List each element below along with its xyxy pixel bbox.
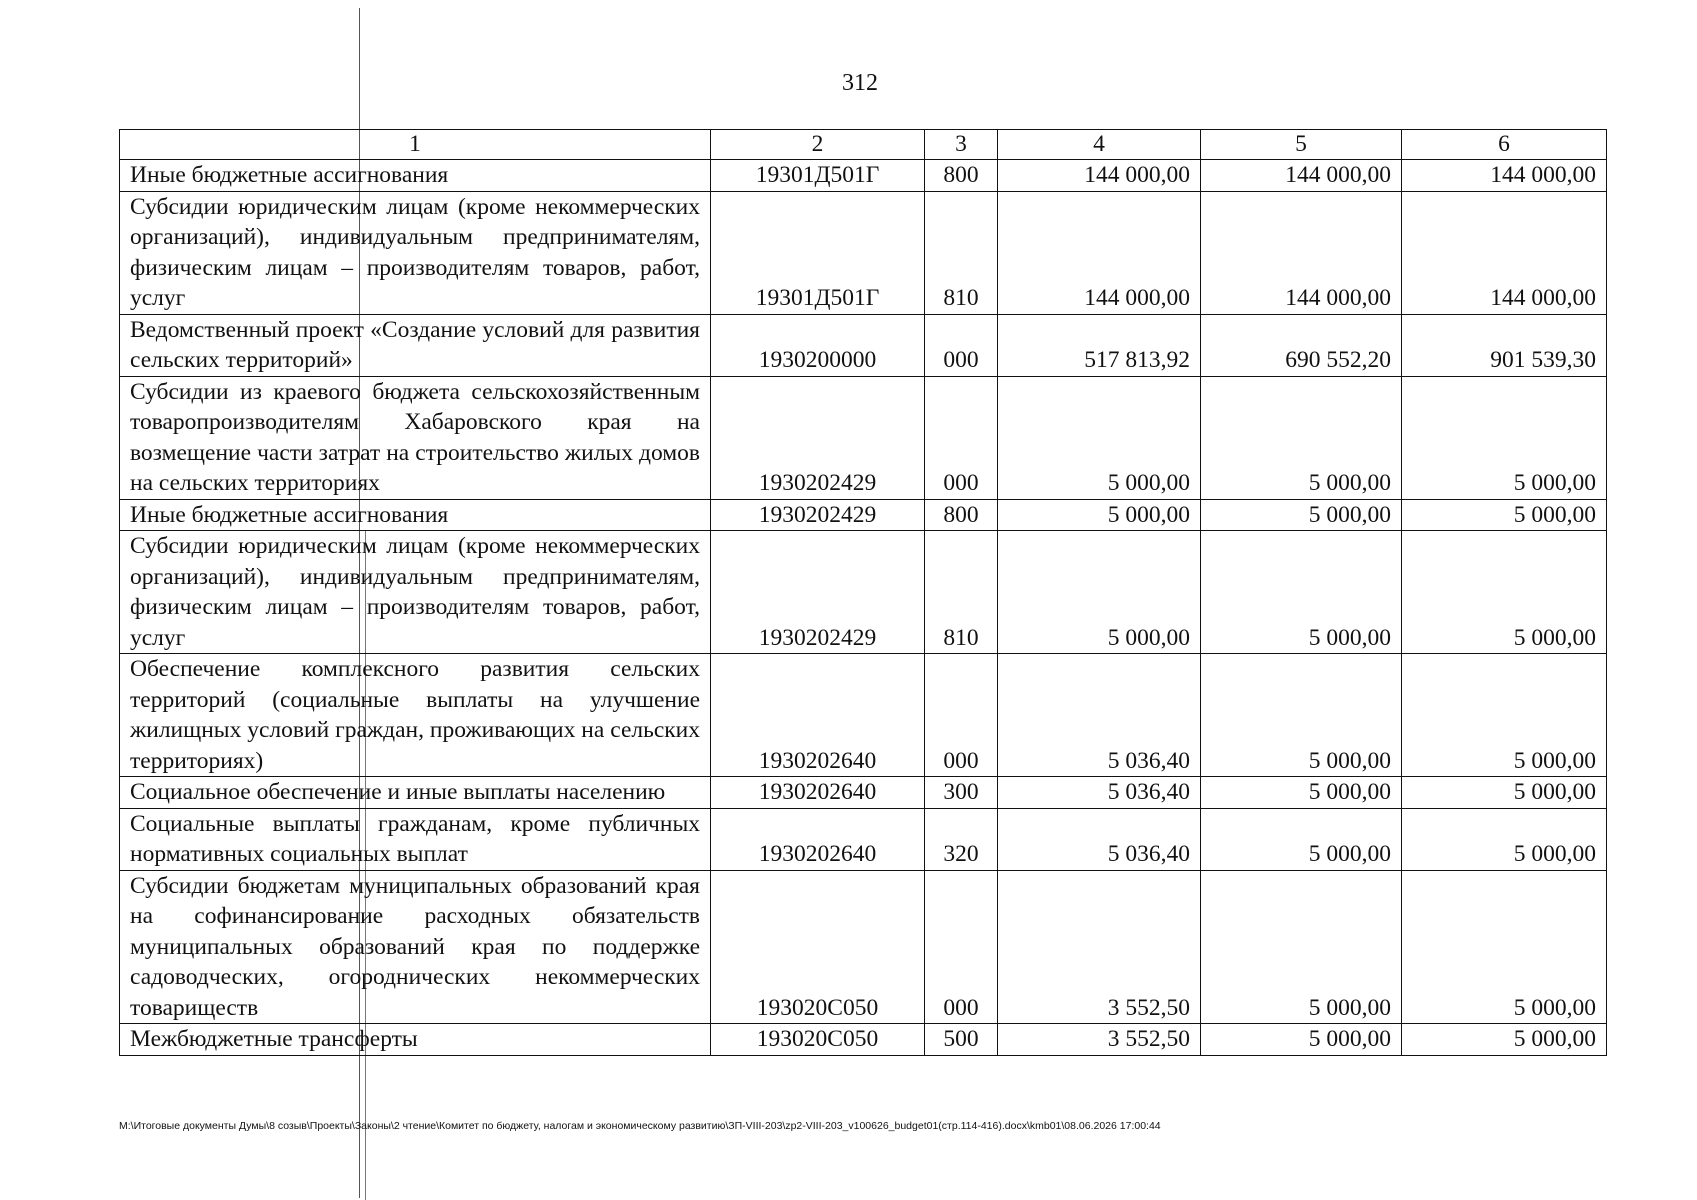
row-amount-1-cell: 5 000,00 [998, 531, 1201, 654]
table-row [120, 870, 1607, 1024]
row-name-cell: Социальное обеспечение и иные выплаты населению [120, 777, 711, 809]
row-expense-type-cell: 800 [925, 499, 998, 531]
row-amount-2-cell: 690 552,20 [1201, 314, 1402, 376]
row-amount-3-cell: 144 000,00 [1402, 160, 1607, 192]
row-expense-type-cell: 810 [925, 531, 998, 654]
row-amount-2-cell: 5 000,00 [1201, 531, 1402, 654]
row-amount-3-cell: 144 000,00 [1402, 191, 1607, 314]
row-code-cell: 1930202429 [711, 376, 925, 499]
row-amount-1-cell: 144 000,00 [998, 191, 1201, 314]
row-code-cell: 1930202429 [711, 531, 925, 654]
row-amount-3-cell: 5 000,00 [1402, 654, 1607, 777]
row-name-cell: Межбюджетные трансферты [120, 1024, 711, 1056]
row-amount-2-cell: 144 000,00 [1201, 191, 1402, 314]
row-amount-1-cell: 5 036,40 [998, 654, 1201, 777]
row-amount-1-cell: 5 000,00 [998, 499, 1201, 531]
row-expense-type-cell: 000 [925, 870, 998, 1024]
file-path-footer: М:\Итоговые документы Думы\8 созыв\Проекты\Законы\2 чтение\Комитет по бюджету, налогам и экономическому развитию\ЗП-VIII-203\zp2-VIII-203_v100626_budget01(стр.114-416).docx\kmb01\08.06.2026 17:00:44 [119, 1120, 1161, 1132]
row-amount-1-cell: 3 552,50 [998, 1024, 1201, 1056]
row-expense-type-cell: 500 [925, 1024, 998, 1056]
row-code-cell: 1930202640 [711, 654, 925, 777]
row-amount-3-cell: 5 000,00 [1402, 870, 1607, 1024]
row-name-cell: Субсидии бюджетам муниципальных образований края на софинансирование расходных обязательств муниципальных образований края по поддержке садоводческих, огороднических некоммерческих товариществ [120, 870, 711, 1024]
table-row [120, 531, 1607, 654]
row-code-cell: 19301Д501Г [711, 160, 925, 192]
row-expense-type-cell: 300 [925, 777, 998, 809]
table-row [120, 499, 1607, 531]
budget-table [119, 129, 1607, 1056]
row-amount-3-cell: 5 000,00 [1402, 376, 1607, 499]
column-header: 6 [1402, 130, 1607, 160]
row-expense-type-cell: 000 [925, 314, 998, 376]
row-amount-2-cell: 144 000,00 [1201, 160, 1402, 192]
header-row [120, 130, 1607, 160]
column-header: 4 [998, 130, 1201, 160]
table-header [120, 130, 1607, 160]
table-row [120, 376, 1607, 499]
table-row [120, 191, 1607, 314]
column-header: 1 [120, 130, 711, 160]
row-name-cell: Ведомственный проект «Создание условий для развития сельских территорий» [120, 314, 711, 376]
row-expense-type-cell: 000 [925, 654, 998, 777]
table-row [120, 1024, 1607, 1056]
column-header: 2 [711, 130, 925, 160]
row-code-cell: 1930202640 [711, 777, 925, 809]
row-name-cell: Обеспечение комплексного развития сельских территорий (социальные выплаты на улучшение жилищных условий граждан, проживающих на сельских территориях) [120, 654, 711, 777]
row-amount-3-cell: 5 000,00 [1402, 531, 1607, 654]
row-amount-2-cell: 5 000,00 [1201, 870, 1402, 1024]
row-amount-2-cell: 5 000,00 [1201, 376, 1402, 499]
column-header: 3 [925, 130, 998, 160]
table-row [120, 808, 1607, 870]
row-code-cell: 193020С050 [711, 870, 925, 1024]
row-amount-3-cell: 5 000,00 [1402, 777, 1607, 809]
row-amount-1-cell: 5 000,00 [998, 376, 1201, 499]
table-body [120, 160, 1607, 1056]
row-name-cell: Субсидии юридическим лицам (кроме некоммерческих организаций), индивидуальным предпринимателям, физическим лицам – производителям товаров, работ, услуг [120, 191, 711, 314]
row-name-cell: Иные бюджетные ассигнования [120, 160, 711, 192]
row-code-cell: 19301Д501Г [711, 191, 925, 314]
row-name-cell: Иные бюджетные ассигнования [120, 499, 711, 531]
table-row [120, 160, 1607, 192]
table-row [120, 777, 1607, 809]
row-name-cell: Субсидии из краевого бюджета сельскохозяйственным товаропроизводителям Хабаровского края на возмещение части затрат на строительство жилых домов на сельских территориях [120, 376, 711, 499]
row-name-cell: Субсидии юридическим лицам (кроме некоммерческих организаций), индивидуальным предпринимателям, физическим лицам – производителям товаров, работ, услуг [120, 531, 711, 654]
row-amount-3-cell: 901 539,30 [1402, 314, 1607, 376]
row-amount-1-cell: 5 036,40 [998, 808, 1201, 870]
row-amount-3-cell: 5 000,00 [1402, 499, 1607, 531]
table-row [120, 654, 1607, 777]
row-amount-2-cell: 5 000,00 [1201, 808, 1402, 870]
row-expense-type-cell: 320 [925, 808, 998, 870]
row-expense-type-cell: 800 [925, 160, 998, 192]
row-amount-2-cell: 5 000,00 [1201, 777, 1402, 809]
page-number: 312 [842, 70, 878, 96]
row-amount-1-cell: 3 552,50 [998, 870, 1201, 1024]
row-amount-3-cell: 5 000,00 [1402, 808, 1607, 870]
table-row [120, 314, 1607, 376]
row-code-cell: 1930202640 [711, 808, 925, 870]
row-expense-type-cell: 000 [925, 376, 998, 499]
row-amount-1-cell: 5 036,40 [998, 777, 1201, 809]
row-name-cell: Социальные выплаты гражданам, кроме публичных нормативных социальных выплат [120, 808, 711, 870]
row-code-cell: 1930202429 [711, 499, 925, 531]
row-code-cell: 193020С050 [711, 1024, 925, 1056]
row-code-cell: 1930200000 [711, 314, 925, 376]
row-amount-2-cell: 5 000,00 [1201, 654, 1402, 777]
row-amount-1-cell: 144 000,00 [998, 160, 1201, 192]
row-amount-3-cell: 5 000,00 [1402, 1024, 1607, 1056]
row-expense-type-cell: 810 [925, 191, 998, 314]
column-header: 5 [1201, 130, 1402, 160]
row-amount-2-cell: 5 000,00 [1201, 499, 1402, 531]
row-amount-1-cell: 517 813,92 [998, 314, 1201, 376]
row-amount-2-cell: 5 000,00 [1201, 1024, 1402, 1056]
